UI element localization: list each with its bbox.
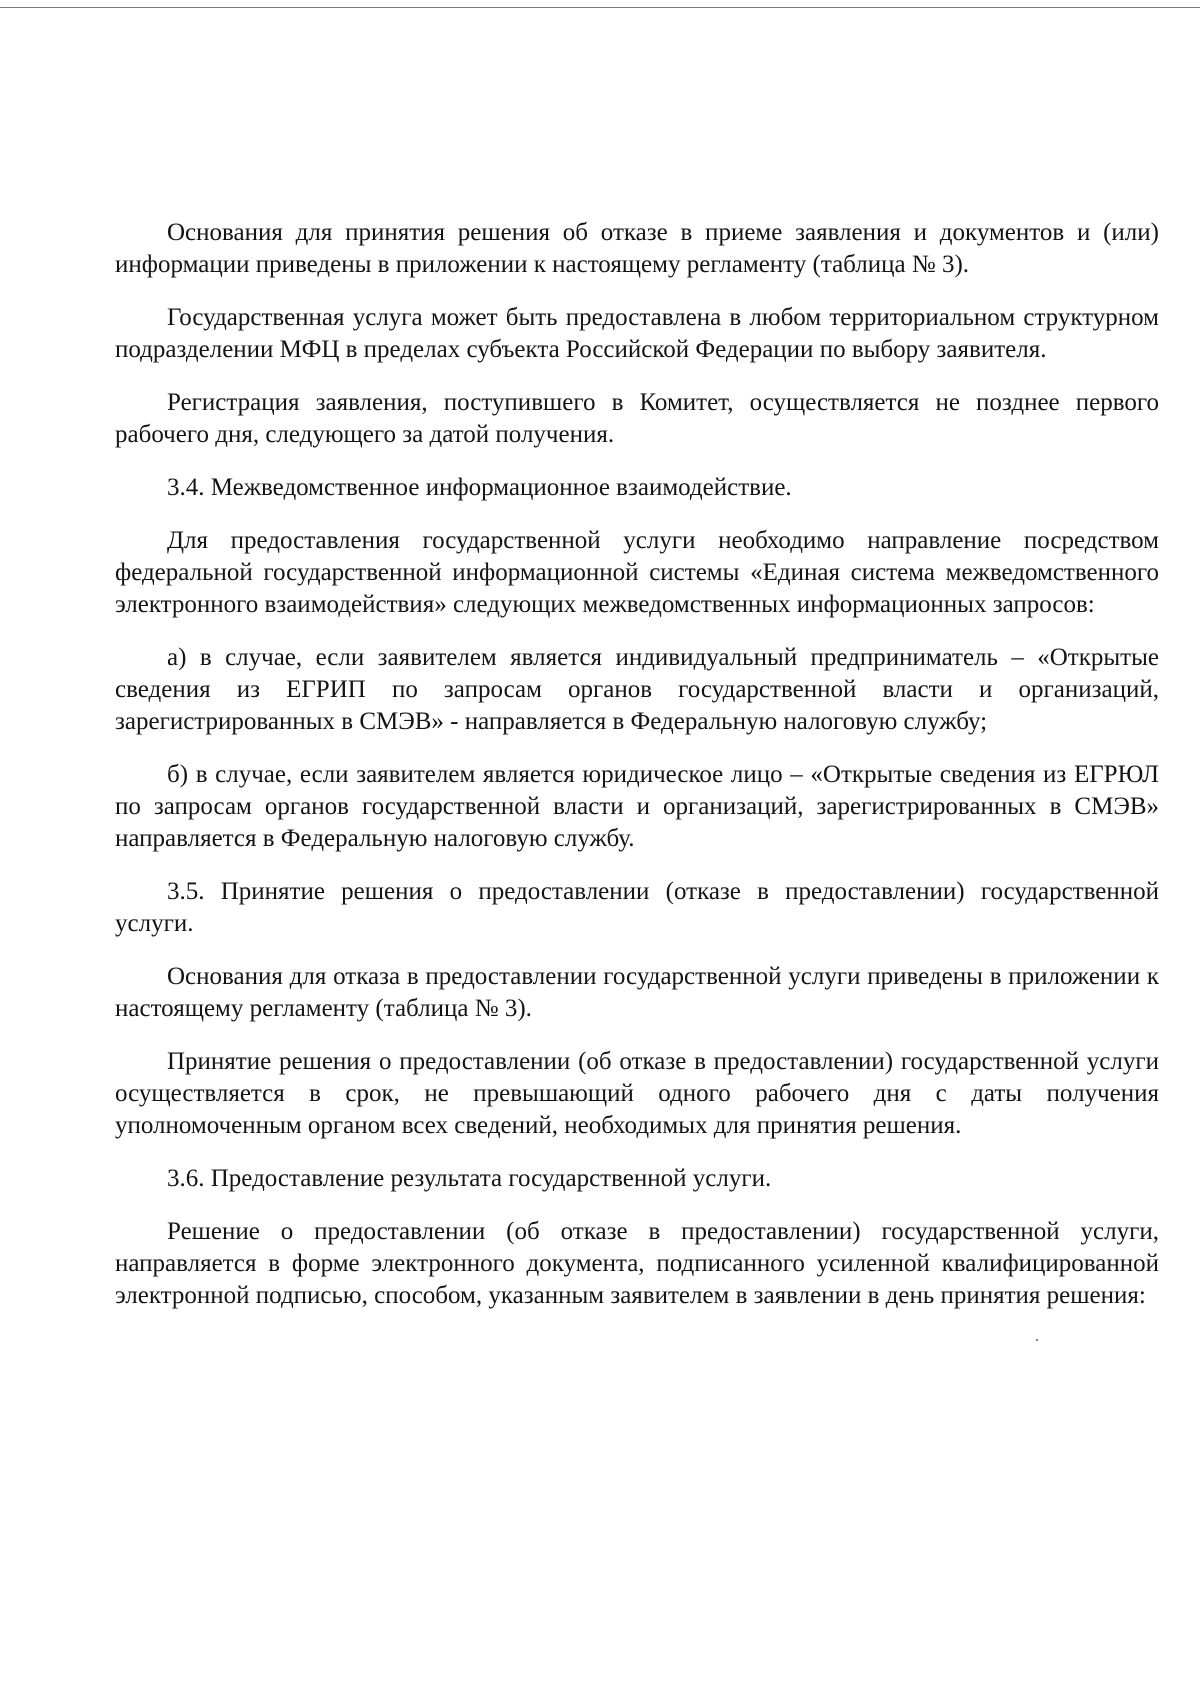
scan-top-edge [0, 7, 1200, 8]
paragraph-interagency-requests: Для предоставления государственной услуги необходимо направление посредством федеральной государственной информационной системы «Единая система межведомственного электронного взаимодействия» следующих межведомственных информационных запросов: [115, 527, 1159, 618]
section-heading-3-4: 3.4. Межведомственное информационное взаимодействие. [167, 474, 792, 501]
scan-speck [1036, 1339, 1038, 1341]
document-body [115, 217, 1159, 1333]
paragraph-mfc-service: Государственная услуга может быть предоставлена в любом территориальном структурном подразделении МФЦ в пределах субъекта Российской Федерации по выбору заявителя. [115, 304, 1159, 363]
list-item-a-entrepreneur: а) в случае, если заявителем является индивидуальный предприниматель – «Открытые сведения из ЕГРИП по запросам органов государственной власти и организаций, зарегистрированных в СМЭВ» - направляется в Федеральную налоговую службу; [115, 644, 1159, 735]
section-heading-3-5: 3.5. Принятие решения о предоставлении (отказе в предоставлении) государственной услуги. [115, 878, 1159, 937]
list-item-b-legal-entity: б) в случае, если заявителем является юридическое лицо – «Открытые сведения из ЕГРЮЛ по запросам органов государственной власти и организаций, зарегистрированных в СМЭВ» направляется в Федеральную налоговую службу. [115, 761, 1159, 852]
paragraph-refusal-grounds-service: Основания для отказа в предоставлении государственной услуги приведены в приложении к настоящему регламенту (таблица № 3). [115, 963, 1159, 1022]
paragraph-refusal-grounds-intake: Основания для принятия решения об отказе в приеме заявления и документов и (или) информации приведены в приложении к настоящему регламенту (таблица № 3). [115, 219, 1159, 278]
paragraph-decision-delivery: Решение о предоставлении (об отказе в предоставлении) государственной услуги, направляется в форме электронного документа, подписанного усиленной квалифицированной электронной подписью, способом, указанным заявителем в заявлении в день принятия решения: [115, 1218, 1159, 1309]
section-heading-3-6: 3.6. Предоставление результата государственной услуги. [167, 1165, 772, 1192]
paragraph-decision-deadline: Принятие решения о предоставлении (об отказе в предоставлении) государственной услуги осуществляется в срок, не превышающий одного рабочего дня с даты получения уполномоченным органом всех сведений, необходимых для принятия решения. [115, 1048, 1159, 1139]
paragraph-registration: Регистрация заявления, поступившего в Комитет, осуществляется не позднее первого рабочего дня, следующего за датой получения. [115, 389, 1159, 448]
